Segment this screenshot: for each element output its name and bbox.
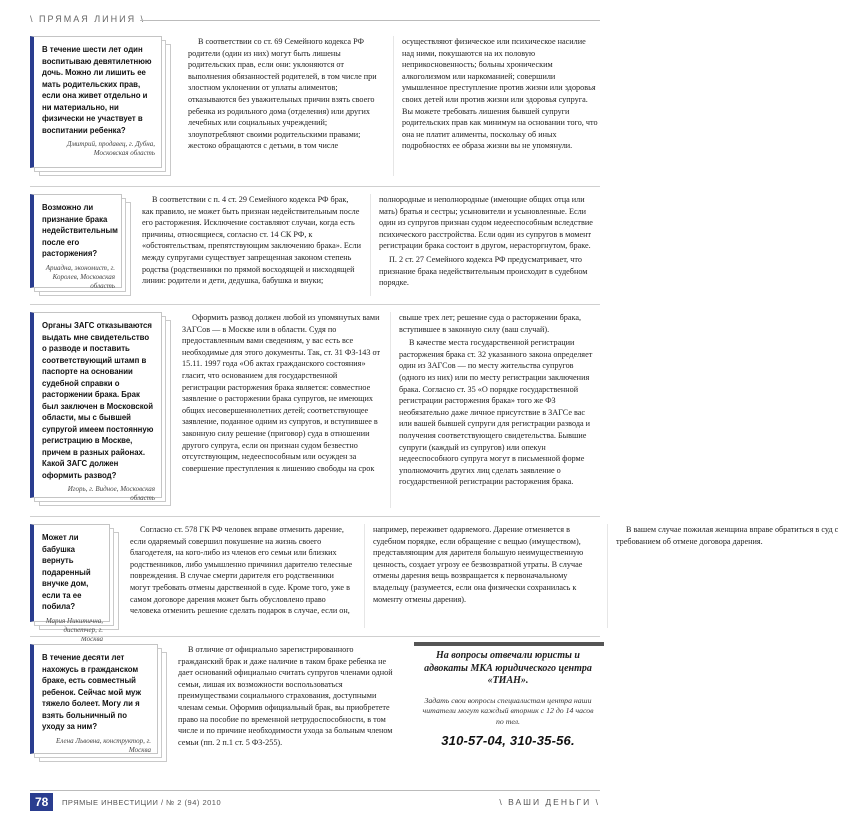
divider [30,304,600,305]
question-card [30,524,110,643]
question-card [30,312,162,502]
question-author: Игорь, г. Видное, Московская область [67,485,155,502]
divider [30,636,600,637]
promo-body: Задать свои вопросы специалистам центра наши читатели могут каждый вторник с 12 до 14 часов по тел. [422,695,594,726]
footer-publication: ПРЯМЫЕ ИНВЕСТИЦИИ / № 2 (94) 2010 [62,798,222,807]
answer-paragraph: П. 2 ст. 27 Семейного кодекса РФ предусматривает, что признание брака недействительным происходит в судебном порядке. [379,254,588,288]
answer-text [182,312,598,508]
answer-paragraph: В отличие от официально зарегистрированного гражданский брак и даже наличие в таком браке ребенка не дает оснований официально считать супругов членами одной семьи, лишая их возможности воспользоваться преимуществами социального страхования, доступными членам семьи. Оформив официальный брак, вы приобретете право на пособие по временной нетрудоспособности, в том числе и по причине необходимости ухода за больным членом семьи (пп. 2 п.1 ст. 5 ФЗ-255). [178,645,393,747]
answer-paragraph: В соответствии со ст. 69 Семейного кодекса РФ родители (один из них) могут быть лишены родительских прав, если они: уклоняются от выполнения обязанностей родителей, в том числе при злостном уклонении от уплаты алиментов; отказываются без уважительных причин взять своего ребенка из родильного дома (отделения) или других лечебных или социальных учреждений; злоупотребляют своими родительскими правами; жестоко обращаются с детьми, в том числе осуществляют физическое или психическое насилие над ними, покушаются на их половую неприкосновенность; больны хроническим алкоголизмом или наркоманией; совершили умышленное преступление против жизни или здоровья своих детей или против жизни или здоровья супруга. Вы можете требовать лишения бывшей супруги родительских прав как минимум на основании того, что она не платит алименты, поскольку об иных подробностях ее образа жизни вы не упомянули. [188,37,598,151]
question-author: Дмитрий, продавец, г. Дубна, Московская область [66,140,155,157]
answer-paragraph: Оформить развод должен любой из упомянутых вами ЗАГСов — в Москве или в области. Судя по предоставленным вами сведениям, у вас есть все необходимые для этого документы. Так, ст. 31 ФЗ-143 от 15.11. 1997 года «Об актах гражданского состояния» гласит, что основанием для государственной регистрации расторжения брака является: совместное заявление о расторжении брака супругов, не имеющих общих несовершеннолетних детей; соответствующее заявление, поданное одним из супругов, и вступившее в законную силу решение (приговор) суда в отношении другого супруга, если он признан судом безвестно отсутствующим, недееспособным или осужден за совершение преступления к лишению свободы на срок свыше трех лет; решение суда о расторжении брака, вступившее в законную силу (ваш случай). [182,313,582,473]
qa-block-3 [30,312,600,508]
promo-box [420,650,596,748]
question-text: Возможно ли признание брака недействительным после его расторжения? [42,203,118,258]
page-number: 78 [30,793,53,811]
question-text: Органы ЗАГС отказываются выдать мне свидетельство о разводе и поставить соответствующий штамп в паспорте на основании судебной справки о расторжении брака. Брак был заключен в Московской области, мы с бывшей супругой имеем постоянную регистрацию в Москве, причем в разных районах. Какой ЗАГС должен оформить развод? [42,321,154,480]
answer-text [188,36,598,176]
answer-text [130,524,839,628]
question-card [30,644,158,754]
qa-block-1 [30,36,600,176]
footer-section: \ ВАШИ ДЕНЬГИ \ [499,797,600,807]
footer-divider [30,790,600,791]
promo-heading: На вопросы отвечали юристы и адвокаты МКА юридического центра «ТИАН». [424,650,592,686]
question-card [30,36,162,168]
promo-accent-bar [414,642,604,646]
divider [30,186,600,187]
question-text: Может ли бабушка вернуть подаренный внучке дом, если та ее побила? [42,533,91,611]
answer-text [178,644,400,762]
rubric-divider [140,20,600,21]
rubric-title: \ ПРЯМАЯ ЛИНИЯ \ [30,14,146,24]
answer-paragraph: В вашем случае пожилая женщина вправе обратиться в суд с требованием об отмене договора дарения. [616,525,839,546]
qa-block-4 [30,524,839,643]
divider [30,516,600,517]
question-author: Мария Никитична, диспетчер, г. Москва [45,616,103,643]
question-card [30,194,122,288]
promo-phones: 310-57-04, 310-35-56. [441,733,575,748]
answer-paragraph: Согласно ст. 578 ГК РФ человек вправе отменить дарение, если одаряемый совершил покушение на жизнь своего благодетеля, на кого-либо из членов его семьи или близких родственников, либо умышленно причинил дарителю телесные повреждения. В случае смерти дарителя его родственники могут требовать отмены дарственной в суде. Кроме того, уже в самом договоре дарения может быть обусловлено право человека отменить решение сделать подарок в случае, если он, например, переживет одаряемого. Дарение отменяется в судебном порядке, если обращение с вещью (имуществом), представляющим для дарителя большую неимущественную ценность, создает угрозу ее безвозвратной утраты. В случае отмены дарения вещь возвращается к первоначальному владельцу (разумеется, если она физически сохранилась к моменту отмены дарения). [130,525,584,616]
question-text: В течение десяти лет нахожусь в гражданском браке, есть совместный ребенок. Сейчас мой муж тяжело болеет. Могу ли я взять больничный по уходу за ним? [42,653,141,731]
qa-block-2 [30,194,600,296]
answer-paragraph: В качестве места государственной регистрации расторжения брака ст. 32 указанного закона определяет один из ЗАГСов — по месту жительства супругов (одного из них) или по месту регистрации заключения брака. Согласно ст. 35 «О порядке государственной регистрации расторжения брака» того же ФЗ необязательно даже личное присутствие в ЗАГСе вас или вашей бывшей супруги для регистрации развода и получения соответствующего свидетельства. Бывшие супруги (каждый из супругов) или опекун недееспособного супруга могут в письменной форме уполномочить других лиц сделать заявление о государственной регистрации расторжения брака. [399,338,593,487]
question-author: Ариадна, экономист, г. Королев, Московская область [45,263,115,290]
answer-paragraph: В соответствии с п. 4 ст. 29 Семейного кодекса РФ брак, как правило, не может быть признан недействительным после его расторжения. Исключение составляют случаи, когда есть причины, относящиеся, согласно ст. 14 СК РФ, к «обстоятельствам, препятствующим заключению брака». Если между супругами существует запрещенная законом степень родства (родственники по прямой восходящей и нисходящей линии: родители и дети, дедушка, бабушка и внуки; полнородные и неполнородные (имеющие общих отца или мать) братья и сестры; усыновители и усыновленные. Если один из супругов признан судом недееспособным вследствие психического расстройства. Если один из супругов в момент регистрации брака состоит в другом, нерасторгнутом, браке. [142,195,593,286]
question-text: В течение шести лет один воспитываю девятилетнюю дочь. Можно ли лишить ее мать родительских прав, если она живет отдельно и ни материально, ни физически не участвует в воспитании ребенка? [42,45,152,135]
question-author: Елена Львовна, конструктор, г. Москва [56,736,151,754]
answer-text [142,194,598,296]
